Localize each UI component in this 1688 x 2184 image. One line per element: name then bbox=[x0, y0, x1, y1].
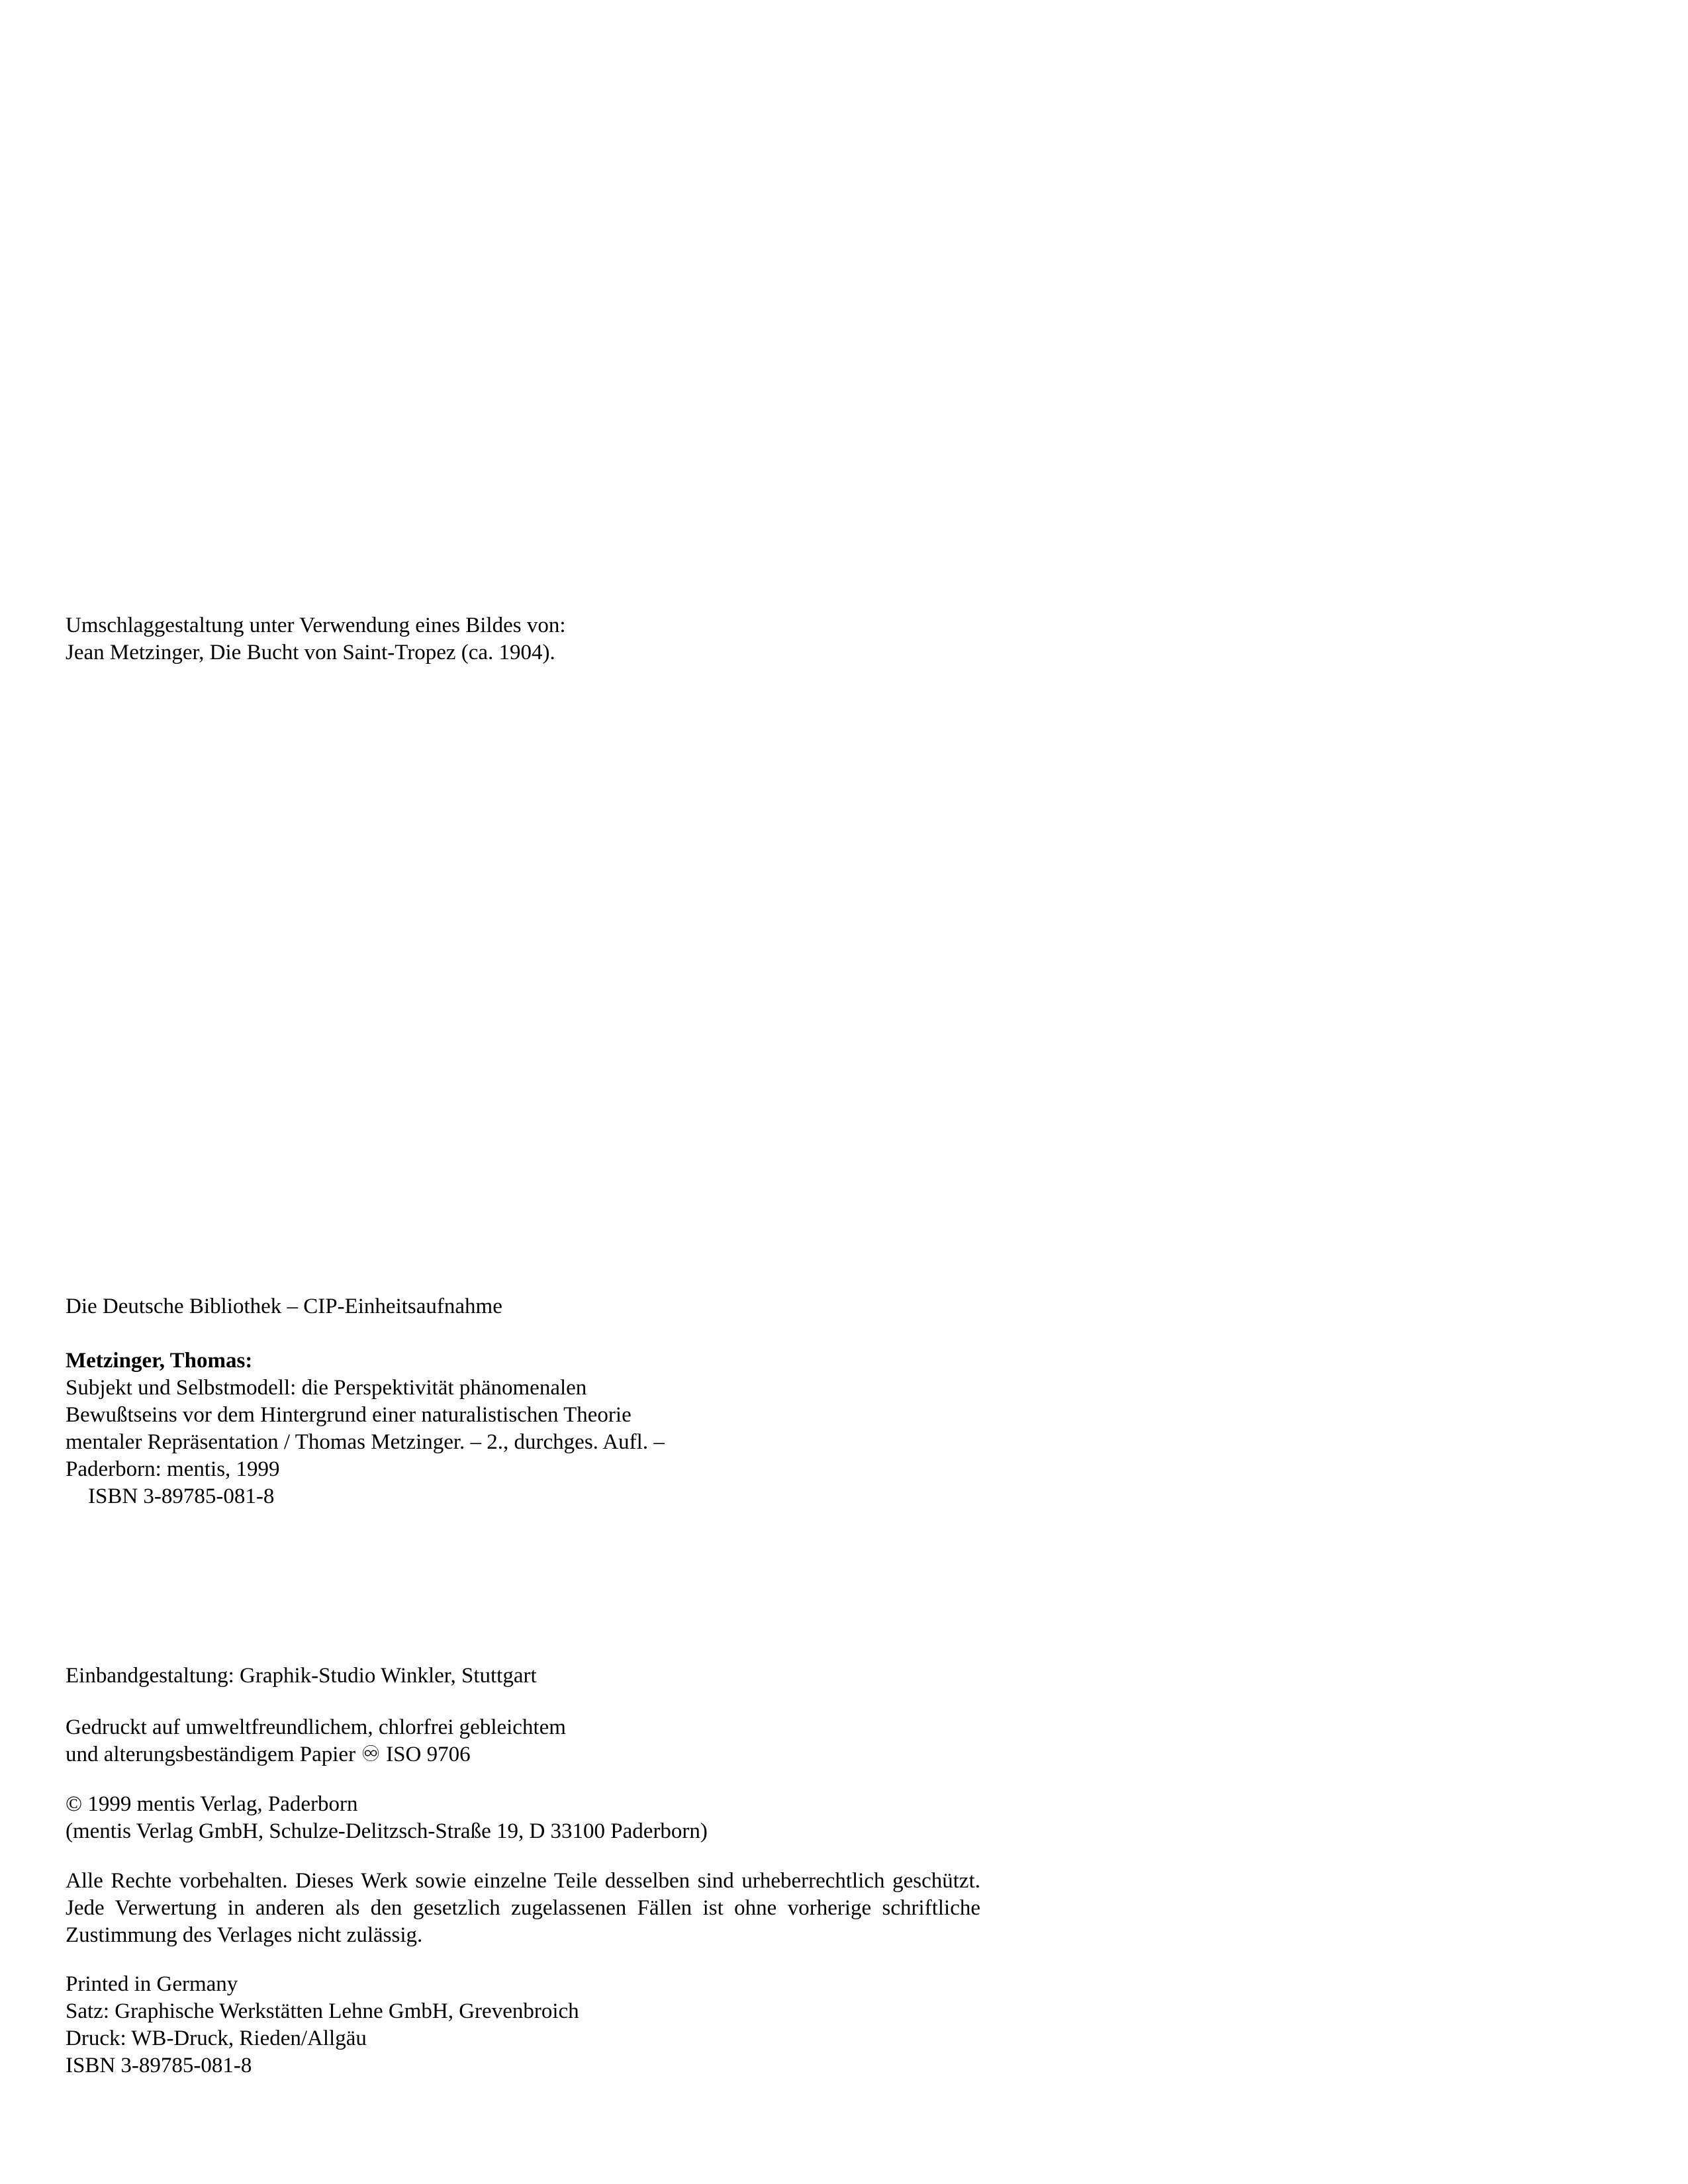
cip-title-line-4: Paderborn: mentis, 1999 bbox=[66, 1457, 280, 1481]
paper-line-1: Gedruckt auf umweltfreundlichem, chlorfrei gebleichtem bbox=[66, 1715, 566, 1739]
paper-line-2: und alterungsbeständigem Papier ♾ ISO 9706 bbox=[66, 1743, 471, 1766]
imprint-production bbox=[66, 1971, 579, 2079]
cip-isbn: ISBN 3-89785-081-8 bbox=[88, 1484, 275, 1508]
cip-record bbox=[66, 1293, 665, 1510]
binding-credit: Einbandgestaltung: Graphik-Studio Winkler, Stuttgart bbox=[66, 1664, 537, 1688]
cover-credit bbox=[66, 612, 566, 666]
cip-header: Die Deutsche Bibliothek – CIP-Einheitsaufnahme bbox=[66, 1295, 502, 1318]
typesetting-credit: Satz: Graphische Werkstätten Lehne GmbH, Grevenbroich bbox=[66, 1999, 579, 2023]
copyright-line-2: (mentis Verlag GmbH, Schulze-Delitzsch-Straße 19, D 33100 Paderborn) bbox=[66, 1819, 708, 1843]
cip-title-line-2: Bewußtseins vor dem Hintergrund einer naturalistischen Theorie bbox=[66, 1403, 632, 1427]
imprint-binding bbox=[66, 1662, 537, 1690]
imprint-isbn: ISBN 3-89785-081-8 bbox=[66, 2054, 252, 2077]
cip-author: Metzinger, Thomas: bbox=[66, 1349, 253, 1373]
imprint-rights bbox=[66, 1868, 980, 1949]
imprint-copyright bbox=[66, 1791, 708, 1845]
printed-in: Printed in Germany bbox=[66, 1972, 238, 1996]
cip-spacer bbox=[66, 1320, 665, 1347]
printing-credit: Druck: WB-Druck, Rieden/Allgäu bbox=[66, 2026, 367, 2050]
cip-title-line-3: mentaler Repräsentation / Thomas Metzinger. – 2., durchges. Aufl. – bbox=[66, 1430, 665, 1454]
copyright-line-1: © 1999 mentis Verlag, Paderborn bbox=[66, 1792, 358, 1816]
rights-paragraph: Alle Rechte vorbehalten. Dieses Werk sowie einzelne Teile desselben sind urheberrechtlich geschützt. Jede Verwertung in anderen als den gesetzlich zugelassenen Fällen ist ohne vorherige schriftliche Zustimmung des Verlages nicht zulässig. bbox=[66, 1869, 980, 1947]
cover-credit-line-1: Umschlaggestaltung unter Verwendung eines Bildes von: bbox=[66, 614, 566, 637]
cip-title-line-1: Subjekt und Selbstmodell: die Perspektivität phänomenalen bbox=[66, 1376, 587, 1400]
imprint-paper bbox=[66, 1714, 566, 1768]
cover-credit-line-2: Jean Metzinger, Die Bucht von Saint-Tropez (ca. 1904). bbox=[66, 641, 555, 664]
